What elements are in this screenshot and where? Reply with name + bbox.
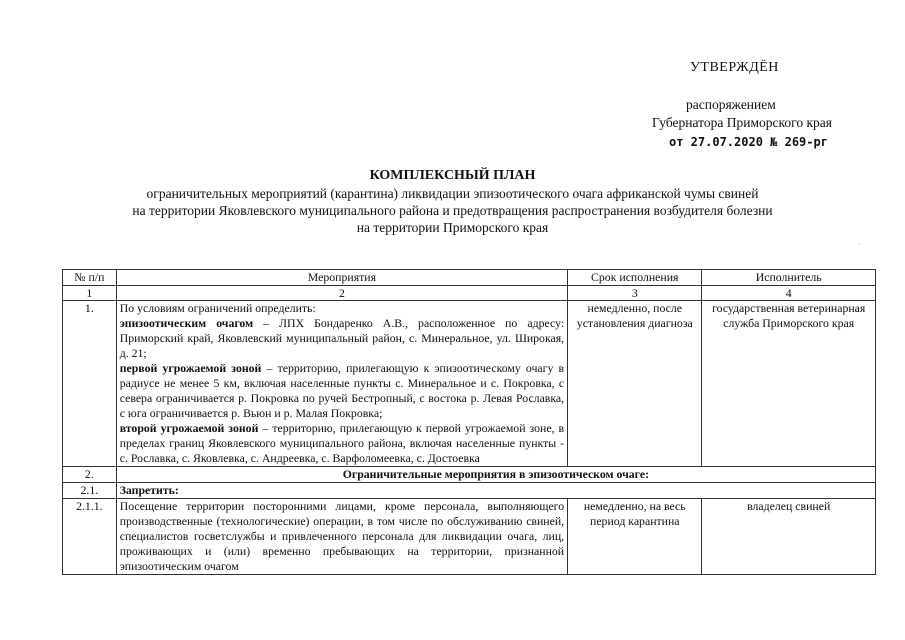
scan-speck: · [858, 240, 861, 249]
row-number: 2.1. [63, 483, 117, 499]
zone2-label: второй угрожаемой зоной [119, 421, 259, 435]
plan-table [62, 269, 876, 575]
column-number-1: 1 [63, 286, 117, 301]
table-row [63, 483, 876, 499]
zone1-text: – территорию, прилегающую к эпизоотическому очагу в радиусе не менее 5 км, включая населенные пункты с. Минеральное и с. Покровка, с севера ограничивается р. Покровка по ручей Бестропный, с востока р. Левая Рославка, с юга ограничивается р. Вьюн и р. Малая Покровка; [119, 361, 565, 420]
row-intro: По условиям ограничений определить: [119, 301, 316, 315]
focus-label: эпизоотическим очагом [119, 316, 254, 330]
row-executor: владелец свиней [702, 499, 876, 575]
header-executor: Исполнитель [702, 270, 876, 286]
focus-text: – ЛПХ Бондаренко А.В., расположенное по адресу: Приморский край, Яковлевский муниципальный район, с. Минеральное, ул. Широкая, д. 21; [119, 316, 565, 360]
header-number: № п/п [63, 270, 117, 286]
decree-line-1: распоряжением [686, 97, 776, 112]
row-number: 1. [63, 301, 117, 467]
column-number-3: 3 [568, 286, 702, 301]
header-term: Срок исполнения [568, 270, 702, 286]
document-title: КОМПЛЕКСНЫЙ ПЛАН [369, 168, 536, 183]
table-row [63, 499, 876, 575]
document-subtitle-line-2: на территории Яковлевского муниципального района и предотвращения распространения возбудителя болезни [132, 203, 773, 218]
zone2-text: – территорию, прилегающую к первой угрожаемой зоне, в пределах границ Яковлевского муниципального района, включая населенные пункты - с. Рославка, с. Яковлевка, с. Андреевка, с. Варфоломеевка, с. Достоевка [119, 421, 565, 465]
row-activity [116, 301, 567, 467]
decree-line-2: Губернатора Приморского края [652, 115, 832, 130]
row-term: немедленно, после установления диагноза [568, 301, 702, 467]
decree-line-3: от 27.07.2020 № 269-рг [669, 135, 828, 149]
column-number-row [63, 286, 876, 301]
table-header-row [63, 270, 876, 286]
row-activity: Посещение территории посторонними лицами, кроме персонала, выполняющего производственные (технологические) операции, в том числе по обслуживанию свиней, специалистов госветслужбы и привлеченного персонала для ликвидации очага, лиц, проживающих и (или) временно пребывающих на территории, признанной эпизоотическим очагом [116, 499, 567, 575]
approval-stamp: УТВЕРЖДЁН [690, 60, 779, 75]
document-subtitle-line-1: ограничительных мероприятий (карантина) ликвидации эпизоотического очага африканской чумы свиней [146, 186, 759, 201]
row-executor: государственная ветеринарная служба Приморского края [702, 301, 876, 467]
document-subtitle-line-3: на территории Приморского края [356, 220, 549, 235]
row-number: 2.1.1. [63, 499, 117, 575]
table-row [63, 467, 876, 483]
section-heading: Ограничительные мероприятия в эпизоотическом очаге: [116, 467, 875, 483]
column-number-2: 2 [116, 286, 567, 301]
row-number: 2. [63, 467, 117, 483]
row-term: немедленно, на весь период карантина [568, 499, 702, 575]
table-row [63, 301, 876, 467]
column-number-4: 4 [702, 286, 876, 301]
zone1-label: первой угрожаемой зоной [119, 361, 262, 375]
header-activities: Мероприятия [116, 270, 567, 286]
subsection-heading: Запретить: [116, 483, 875, 499]
